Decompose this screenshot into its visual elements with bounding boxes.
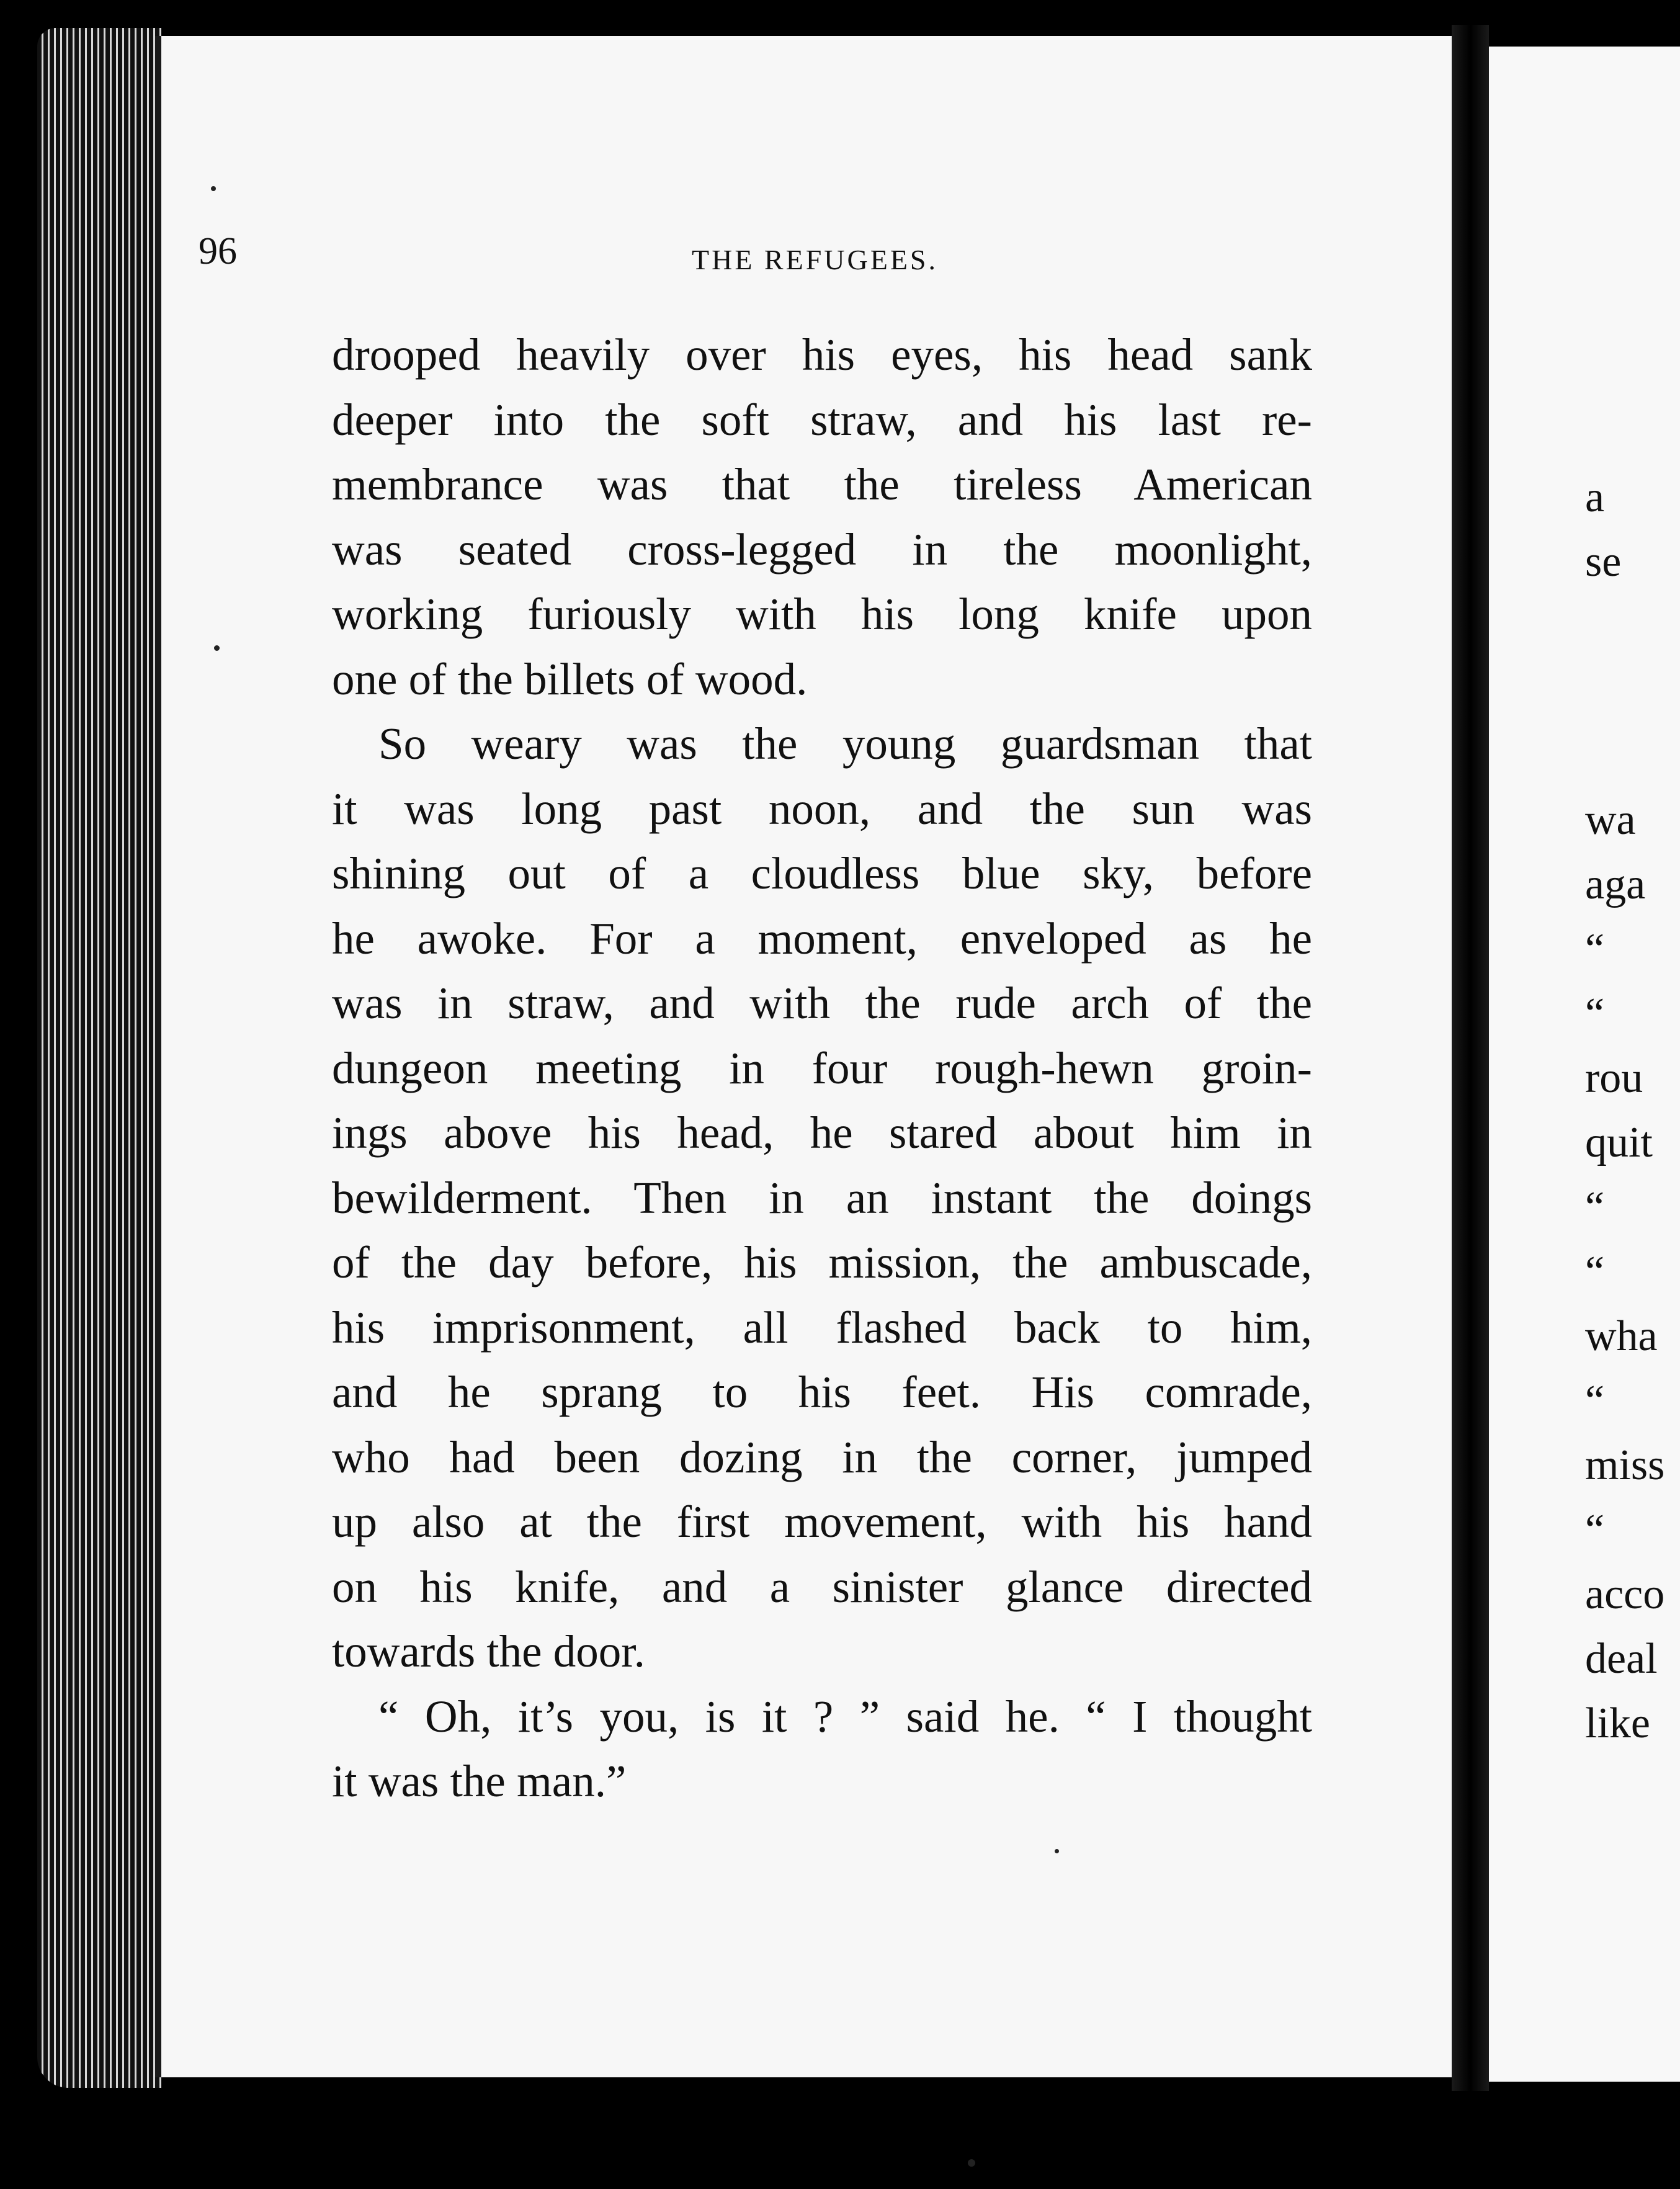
text-line: he awoke. For a moment, enveloped as he [332, 913, 1312, 964]
text-line: and he sprang to his feet. His comrade, [332, 1367, 1312, 1417]
fragment-line: rou [1585, 1054, 1643, 1102]
text-line: ings above his head, he stared about him in [332, 1108, 1312, 1158]
text-line: working furiously with his long knife upon [332, 589, 1312, 639]
text-line: who had been dozing in the corner, jumped [332, 1431, 1312, 1482]
paragraph-3 [332, 1685, 1312, 1814]
text-line: it was the man.” [332, 1756, 627, 1806]
scan-speck [1055, 1849, 1059, 1853]
paragraph-2 [332, 712, 1312, 1685]
fragment-line: “ [1585, 1183, 1605, 1231]
text-line: it was long past noon, and the sun was [332, 783, 1312, 834]
text-line: “ Oh, it’s you, is it ? ” said he. “ I thought [378, 1691, 1312, 1742]
text-line: up also at the first movement, with his hand [332, 1497, 1312, 1547]
fragment-line: aga [1585, 861, 1646, 908]
text-line: membrance was that the tireless American [332, 459, 1312, 509]
fragment-line [1585, 594, 1680, 659]
fragment-line: “ [1585, 925, 1605, 973]
text-line: drooped heavily over his eyes, his head sank [332, 329, 1312, 380]
paragraph-1 [332, 323, 1312, 712]
fragment-line: “ [1585, 1377, 1605, 1425]
text-line: deeper into the soft straw, and his last re- [332, 394, 1312, 445]
text-line: shining out of a cloudless blue sky, before [332, 848, 1312, 898]
scan-speck [211, 186, 216, 191]
book-gutter [1452, 25, 1489, 2091]
fragment-line: quit [1585, 1119, 1653, 1166]
page-number: 96 [199, 230, 237, 272]
text-line: was seated cross-legged in the moonlight, [332, 524, 1312, 575]
fragment-line: wa [1585, 796, 1636, 844]
fragment-line: “ [1585, 1248, 1605, 1296]
fragment-line [1585, 659, 1680, 723]
running-title: THE REFUGEES. [692, 244, 938, 275]
text-line: bewilderment. Then in an instant the doings [332, 1172, 1312, 1223]
text-line: dungeon meeting in four rough-hewn groin- [332, 1042, 1312, 1093]
fragment-line: deal [1585, 1635, 1658, 1683]
fragment-line: se [1585, 538, 1622, 586]
scan-speck [968, 2159, 975, 2167]
text-line: on his knife, and a sinister glance directed [332, 1561, 1312, 1612]
fragment-line: like [1585, 1699, 1650, 1747]
facing-page-fragments [1585, 465, 1680, 1756]
text-line: towards the door. [332, 1626, 645, 1676]
running-head [199, 230, 1191, 298]
text-line: his imprisonment, all flashed back to him, [332, 1302, 1312, 1353]
text-line: of the day before, his mission, the ambuscade, [332, 1237, 1312, 1287]
fragment-line: a [1585, 473, 1605, 521]
page-edges [37, 28, 161, 2088]
fragment-line: “ [1585, 1506, 1605, 1554]
fragment-line: miss [1585, 1441, 1665, 1489]
text-line: So weary was the young guardsman that [378, 718, 1312, 769]
fragment-line: “ [1585, 990, 1605, 1037]
fragment-line: wha [1585, 1312, 1658, 1360]
scan-speck [214, 645, 220, 651]
text-line: was in straw, and with the rude arch of the [332, 978, 1312, 1028]
body-text [332, 323, 1312, 1814]
fragment-line: acco [1585, 1570, 1665, 1618]
fragment-line [1585, 723, 1680, 788]
text-line: one of the billets of wood. [332, 653, 808, 704]
